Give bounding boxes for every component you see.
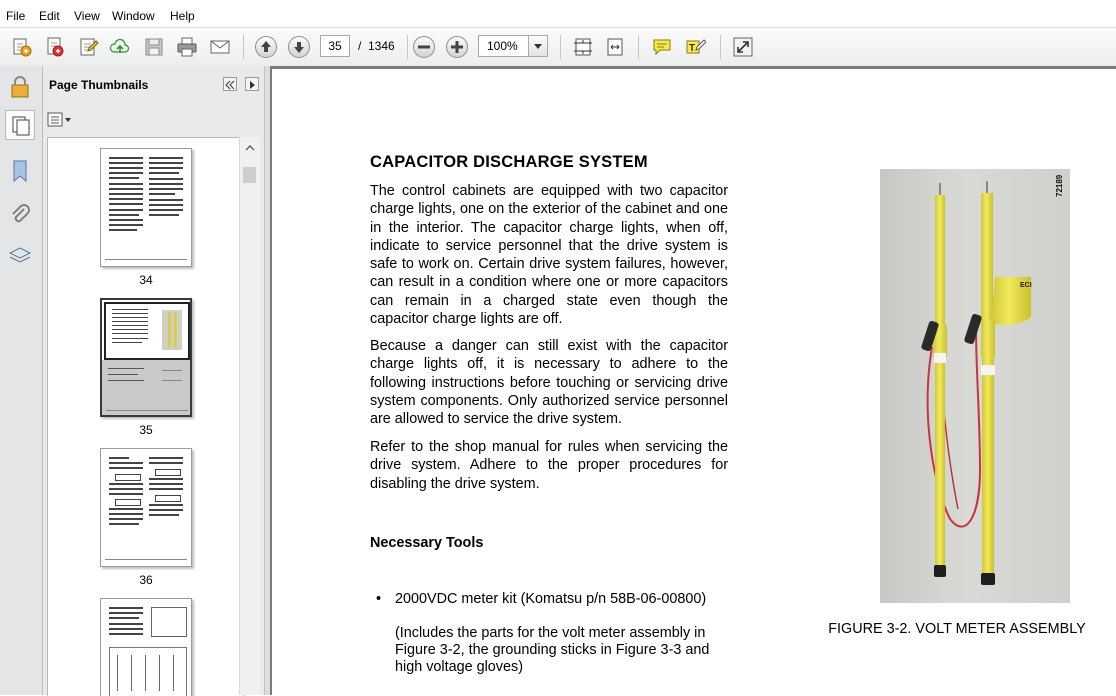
lock-icon[interactable] (5, 72, 35, 102)
previous-page-button[interactable] (255, 36, 277, 58)
thumbnails-panel (43, 66, 264, 695)
thumbnails-header (43, 66, 264, 104)
bullet-marker: • (376, 591, 382, 607)
thumbnail-page-number: 36 (139, 573, 153, 587)
close-panel-button[interactable] (245, 77, 259, 91)
thumbnail-list (47, 137, 245, 696)
page-total: 1346 (368, 39, 395, 53)
list-options-icon (47, 112, 73, 128)
create-pdf-icon[interactable] (11, 36, 33, 58)
svg-text:ECI: ECI (1020, 282, 1032, 289)
menu-window[interactable]: Window (112, 9, 155, 23)
save-icon[interactable] (143, 36, 165, 58)
collapse-panel-button[interactable] (223, 77, 237, 91)
menu-file[interactable]: File (6, 9, 26, 23)
toolbar-divider (720, 35, 721, 59)
double-chevron-left-icon (224, 79, 236, 91)
subsection-heading: Necessary Tools (370, 535, 484, 551)
full-screen-icon[interactable] (732, 36, 754, 58)
menu-bar (0, 7, 1116, 27)
thumbnail-scrollbar[interactable] (239, 137, 260, 695)
chevron-up-icon[interactable] (240, 141, 260, 155)
thumbnail-page-number: 35 (139, 423, 153, 437)
attachment-icon[interactable] (5, 200, 35, 230)
chevron-right-icon (246, 79, 258, 91)
page-thumbnails-tab[interactable] (5, 110, 35, 140)
page-separator: / (358, 39, 362, 53)
fit-width-icon[interactable] (604, 36, 626, 58)
page-thumbnail-selected[interactable] (100, 298, 192, 417)
menu-help[interactable]: Help (170, 9, 195, 23)
layers-icon[interactable] (5, 242, 35, 272)
page-thumbnail[interactable] (100, 148, 192, 267)
svg-text:T: T (689, 43, 696, 54)
page-thumbnail[interactable] (100, 598, 192, 696)
toolbar (0, 27, 1116, 67)
toolbar-divider (243, 35, 244, 59)
paragraph: Because a danger can still exist with the capacitor charge lights off, it is necessary to adhere to the following instructions before touching or servicing drive system components. Only authorized service personnel are allowed to service the drive system. (370, 338, 728, 428)
menu-view[interactable]: View (74, 9, 100, 23)
paragraph: Refer to the shop manual for rules when servicing the drive system. Adhere to the proper procedures for disabling the drive system. (370, 439, 728, 492)
visible-region-frame (104, 302, 190, 360)
volt-meter-photo (880, 169, 1070, 603)
print-icon[interactable] (176, 36, 198, 58)
volt-meter-illustration (880, 169, 1070, 603)
email-icon[interactable] (209, 36, 231, 58)
figure-number: 72189 (1055, 174, 1064, 197)
document-view (270, 66, 1116, 695)
comment-icon[interactable] (651, 36, 673, 58)
toolbar-divider (638, 35, 639, 59)
fit-page-icon[interactable] (572, 36, 594, 58)
pages-icon (6, 111, 36, 141)
panel-title: Page Thumbnails (49, 78, 149, 92)
navigation-pane (0, 66, 43, 695)
thumbnail-page-number: 34 (139, 273, 153, 287)
next-page-button[interactable] (288, 36, 310, 58)
section-title: CAPACITOR DISCHARGE SYSTEM (370, 153, 648, 171)
menu-edit[interactable]: Edit (39, 9, 60, 23)
zoom-dropdown-button[interactable] (528, 35, 548, 57)
create-pdf-from-file-icon[interactable] (44, 36, 66, 58)
upload-cloud-icon[interactable] (109, 36, 131, 58)
page-number-input[interactable]: 35 (320, 35, 350, 57)
zoom-out-button[interactable] (413, 36, 435, 58)
zoom-level-input[interactable]: 100% (478, 35, 528, 57)
highlight-text-icon[interactable] (684, 36, 706, 58)
zoom-in-button[interactable] (446, 36, 468, 58)
figure-caption: FIGURE 3-2. VOLT METER ASSEMBLY (828, 621, 1086, 637)
bullet-item: 2000VDC meter kit (Komatsu p/n 58B-06-00800) (395, 591, 707, 607)
document-page (272, 69, 1116, 695)
bookmark-icon[interactable] (5, 156, 35, 186)
toolbar-divider (560, 35, 561, 59)
thumbnail-options-button[interactable] (47, 112, 73, 128)
chevron-down-icon (529, 36, 547, 56)
scrollbar-thumb[interactable] (243, 167, 256, 183)
page-thumbnail[interactable] (100, 448, 192, 567)
toolbar-divider (407, 35, 408, 59)
paragraph: The control cabinets are equipped with two capacitor charge lights, one on the exterior of the cabinet and one in the interior. The capacitor charge lights, when off, indicate to service personnel that the drive system is safe to work on. Certain drive system failures, however, can result in a condition where one or more capacitors can remain in a charged state even though the capacitor charge lights are off. (370, 183, 728, 328)
bullet-note: (Includes the parts for the volt meter assembly in Figure 3-2, the grounding sticks in Figure 3-3 and high voltage gloves) (395, 625, 710, 675)
edit-document-icon[interactable] (78, 36, 100, 58)
